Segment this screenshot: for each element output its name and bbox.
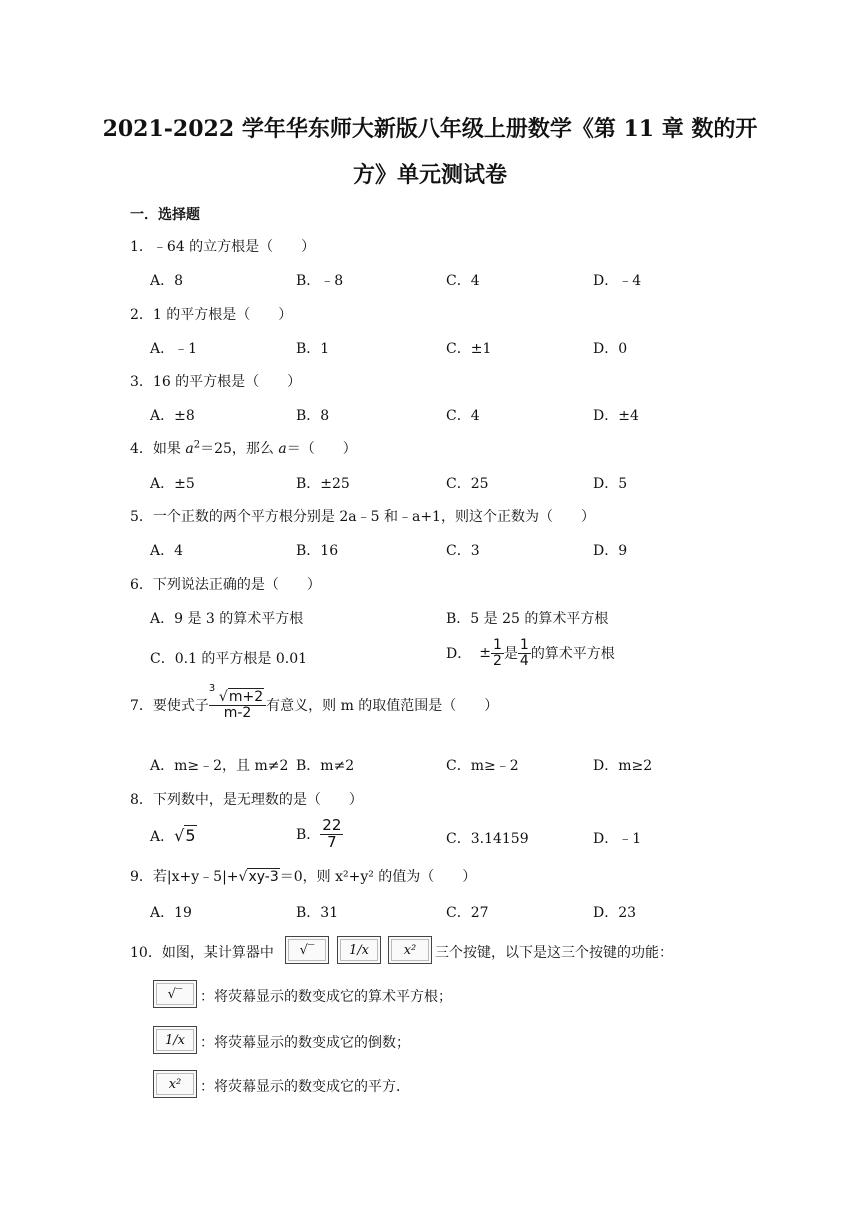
q8-b-frac: [320, 818, 343, 851]
q4-sup: 2: [193, 439, 201, 451]
question-7: [130, 683, 499, 721]
q8-a-label: A．: [150, 829, 175, 845]
q5-option-c: C．3: [446, 543, 480, 559]
reciprocal-key-legend-icon: 1/x: [153, 1026, 197, 1054]
q1-option-a: A．8: [150, 273, 184, 289]
q4-stem-mid: ＝25，那么: [200, 441, 279, 457]
q4-option-c: C．25: [446, 476, 489, 492]
q6-d-num2: 1: [519, 637, 529, 653]
sqrt-key-description: ：将荧幕显示的数变成它的算术平方根；: [200, 989, 452, 1005]
question-8: 8．下列数中，是无理数的是（ ）: [130, 792, 363, 808]
q8-option-d: D．﹣1: [593, 831, 642, 847]
q6-d-pm: ±: [479, 645, 491, 662]
q6-d-label: D．: [446, 646, 472, 663]
q6-d-frac-quarter: [518, 638, 531, 668]
q4-option-d: D．5: [593, 476, 628, 492]
q5-option-a: A．4: [150, 543, 184, 559]
q5-option-b: B．16: [296, 543, 339, 559]
q6-option-d: [446, 638, 615, 668]
q8-a-radicand: 5: [185, 826, 196, 845]
q7-radical-sign: √: [218, 689, 228, 705]
q8-b-den: 7: [327, 832, 337, 851]
q8-b-label: B．: [296, 827, 321, 844]
q6-d-frac-half: [491, 638, 504, 668]
q6-option-b: B．5 是 25 的算术平方根: [446, 611, 609, 627]
q6-d-mid: 是: [503, 646, 518, 663]
q7-numerator: [208, 683, 266, 706]
q4-option-a: A．±5: [150, 476, 195, 492]
q6-option-a: A．9 是 3 的算术平方根: [150, 611, 304, 627]
q6-d-den1: 2: [492, 652, 502, 669]
q7-stem-post: 有意义，则 m 的取值范围是（ ）: [266, 698, 499, 715]
q8-a-sqrt: √5: [174, 826, 196, 845]
q4-option-b: B．±25: [296, 476, 350, 492]
q7-radicand: m+2: [228, 689, 264, 705]
q6-option-c: C．0.1 的平方根是 0.01: [150, 651, 308, 667]
q4-var2: a: [278, 441, 287, 457]
q1-option-b: B．﹣8: [296, 273, 344, 289]
q3-option-c: C．4: [446, 408, 480, 424]
q2-option-a: A．﹣1: [150, 341, 198, 357]
question-4: [130, 438, 357, 458]
q7-root-index: 3: [208, 683, 216, 694]
q6-d-post: 的算术平方根: [530, 646, 615, 663]
q7-option-a: A．m≥﹣2，且 m≠2: [150, 758, 289, 774]
q1-option-c: C．4: [446, 273, 480, 289]
title-line-1: 2021-2022 学年华东师大新版八年级上册数学《第 11 章 数的开: [102, 116, 758, 142]
question-10-stem-pre: 10．如图，某计算器中: [130, 945, 274, 961]
q6-d-num1: 1: [492, 637, 502, 653]
q7-option-b: B．m≠2: [296, 758, 355, 774]
question-6: 6．下列说法正确的是（ ）: [130, 577, 321, 593]
q2-option-c: C．±1: [446, 341, 492, 357]
q9-option-a: A．19: [150, 905, 192, 921]
q3-option-a: A．±8: [150, 408, 195, 424]
q8-option-a: [150, 826, 197, 846]
square-key-legend-icon: x²: [153, 1070, 197, 1098]
q7-option-d: D．m≥2: [593, 758, 653, 774]
q4-stem-post: ＝（ ）: [286, 441, 357, 457]
q8-option-b: [296, 818, 343, 851]
sqrt-key-icon: √‾: [285, 936, 329, 964]
q3-option-b: B．8: [296, 408, 330, 424]
q2-option-b: B．1: [296, 341, 330, 357]
q7-denominator: m-2: [223, 704, 252, 721]
q9-option-b: B．31: [296, 905, 339, 921]
q4-var: a: [185, 441, 194, 457]
square-key-description: ：将荧幕显示的数变成它的平方．: [200, 1079, 410, 1095]
q6-d-den2: 4: [519, 652, 529, 669]
q7-expression: [208, 683, 266, 721]
q9-radicand: xy-3: [248, 869, 279, 885]
question-5: 5．一个正数的两个平方根分别是 2a﹣5 和﹣a+1，则这个正数为（ ）: [130, 509, 595, 525]
reciprocal-key-icon: 1/x: [337, 936, 381, 964]
square-key-icon: x²: [388, 936, 432, 964]
q9-stem-post: ＝0，则 x²+y² 的值为（ ）: [279, 869, 477, 885]
question-1: 1．﹣64 的立方根是（ ）: [130, 239, 316, 255]
question-2: 2．1 的平方根是（ ）: [130, 307, 293, 323]
q5-option-d: D．9: [593, 543, 628, 559]
q8-option-c: C．3.14159: [446, 831, 529, 847]
q7-option-c: C．m≥﹣2: [446, 758, 519, 774]
question-10-stem-post: 三个按键，以下是这三个按键的功能：: [435, 945, 673, 961]
q9-stem-pre: 9．若|x+y﹣5|+: [130, 869, 239, 885]
q9-sqrt: √xy-3: [238, 869, 279, 885]
title-line-2: 方》单元测试卷: [352, 162, 507, 188]
sqrt-key-legend-icon: √‾: [153, 980, 197, 1008]
reciprocal-key-description: ：将荧幕显示的数变成它的倒数；: [200, 1035, 410, 1051]
q9-option-c: C．27: [446, 905, 489, 921]
question-9: [130, 866, 476, 886]
section-heading: 一．选择题: [130, 207, 200, 223]
q3-option-d: D．±4: [593, 408, 639, 424]
q2-option-d: D．0: [593, 341, 628, 357]
q1-option-d: D．﹣4: [593, 273, 642, 289]
q8-b-num: 22: [322, 816, 342, 834]
q9-option-d: D．23: [593, 905, 637, 921]
q4-stem-pre: 4．如果: [130, 441, 186, 457]
q7-stem-pre: 7．要使式子: [130, 698, 209, 715]
question-3: 3．16 的平方根是（ ）: [130, 374, 302, 390]
